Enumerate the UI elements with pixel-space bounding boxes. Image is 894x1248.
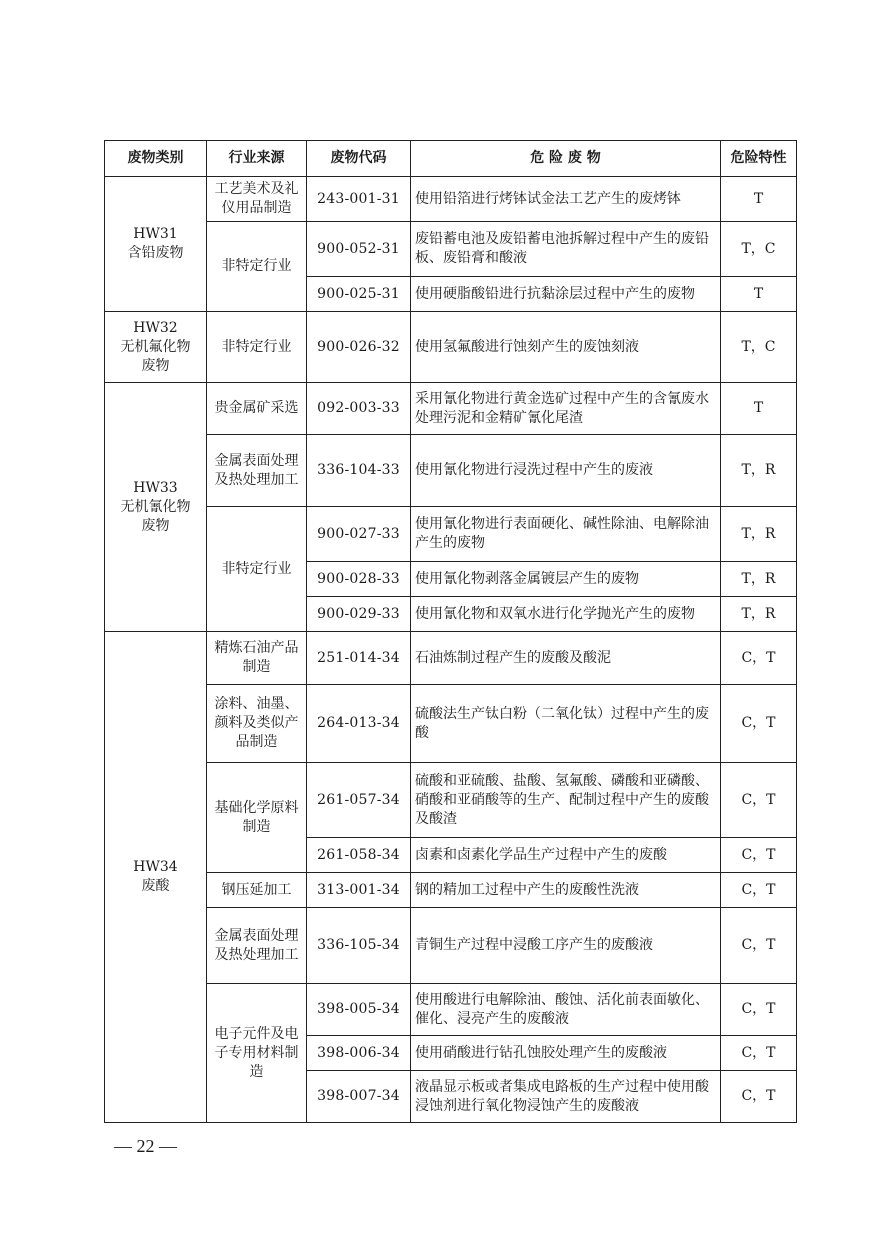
header-code: 废物代码 — [307, 141, 411, 177]
waste-cell: 使用硬脂酸铅进行抗黏涂层过程中产生的废物 — [411, 277, 721, 312]
waste-cell: 石油炼制过程产生的废酸及酸泥 — [411, 632, 721, 685]
waste-cell: 液晶显示板或者集成电路板的生产过程中使用酸浸蚀剂进行氧化物浸蚀产生的废酸液 — [411, 1071, 721, 1123]
table-row — [105, 435, 797, 507]
waste-cell: 使用氰化物进行表面硬化、碱性除油、电解除油产生的废物 — [411, 507, 721, 562]
waste-cell: 使用氰化物进行浸洗过程中产生的废液 — [411, 435, 721, 507]
property-cell: C，T — [721, 763, 797, 838]
property-cell: T，R — [721, 435, 797, 507]
code-cell: 900-027-33 — [307, 507, 411, 562]
code-cell: 900-025-31 — [307, 277, 411, 312]
category-cell: HW31 含铅废物 — [105, 177, 207, 312]
source-cell: 非特定行业 — [207, 312, 307, 383]
waste-cell: 硫酸和亚硫酸、盐酸、氢氟酸、磷酸和亚磷酸、硝酸和亚硝酸等的生产、配制过程中产生的废酸及酸渣 — [411, 763, 721, 838]
waste-cell: 采用氰化物进行黄金选矿过程中产生的含氰废水处理污泥和金精矿氰化尾渣 — [411, 383, 721, 435]
property-cell: T — [721, 383, 797, 435]
property-cell: T，R — [721, 507, 797, 562]
property-cell: T，C — [721, 312, 797, 383]
property-cell: T，C — [721, 222, 797, 277]
source-cell: 非特定行业 — [207, 507, 307, 632]
waste-cell: 钢的精加工过程中产生的废酸性洗液 — [411, 873, 721, 908]
header-source: 行业来源 — [207, 141, 307, 177]
code-cell: 398-007-34 — [307, 1071, 411, 1123]
code-cell: 900-026-32 — [307, 312, 411, 383]
property-cell: C，T — [721, 908, 797, 984]
table-row — [105, 177, 797, 222]
category-cell: HW32 无机氟化物 废物 — [105, 312, 207, 383]
code-cell: 243-001-31 — [307, 177, 411, 222]
property-cell: T，R — [721, 562, 797, 597]
table-row — [105, 383, 797, 435]
waste-cell: 卤素和卤素化学品生产过程中产生的废酸 — [411, 838, 721, 873]
table-header-row — [105, 141, 797, 177]
code-cell: 336-105-34 — [307, 908, 411, 984]
property-cell: C，T — [721, 685, 797, 763]
waste-cell: 使用铅箔进行烤钵试金法工艺产生的废烤钵 — [411, 177, 721, 222]
property-cell: C，T — [721, 984, 797, 1036]
table-row — [105, 685, 797, 763]
table-row — [105, 507, 797, 562]
property-cell: T，R — [721, 597, 797, 632]
header-category: 废物类别 — [105, 141, 207, 177]
waste-cell: 废铅蓄电池及废铅蓄电池拆解过程中产生的废铅板、废铅膏和酸液 — [411, 222, 721, 277]
property-cell: T — [721, 177, 797, 222]
table-row — [105, 632, 797, 685]
code-cell: 900-028-33 — [307, 562, 411, 597]
source-cell: 工艺美术及礼仪用品制造 — [207, 177, 307, 222]
source-cell: 基础化学原料制造 — [207, 763, 307, 873]
code-cell: 264-013-34 — [307, 685, 411, 763]
property-cell: C，T — [721, 1036, 797, 1071]
table-row — [105, 908, 797, 984]
code-cell: 398-005-34 — [307, 984, 411, 1036]
waste-cell: 青铜生产过程中浸酸工序产生的废酸液 — [411, 908, 721, 984]
table-row — [105, 312, 797, 383]
source-cell: 贵金属矿采选 — [207, 383, 307, 435]
code-cell: 398-006-34 — [307, 1036, 411, 1071]
waste-cell: 使用酸进行电解除油、酸蚀、活化前表面敏化、催化、浸亮产生的废酸液 — [411, 984, 721, 1036]
property-cell: C，T — [721, 632, 797, 685]
waste-cell: 使用氰化物和双氧水进行化学抛光产生的废物 — [411, 597, 721, 632]
property-cell: C，T — [721, 1071, 797, 1123]
source-cell: 钢压延加工 — [207, 873, 307, 908]
code-cell: 900-052-31 — [307, 222, 411, 277]
code-cell: 900-029-33 — [307, 597, 411, 632]
table-row — [105, 984, 797, 1036]
waste-cell: 使用硝酸进行钻孔蚀胶处理产生的废酸液 — [411, 1036, 721, 1071]
source-cell: 金属表面处理及热处理加工 — [207, 908, 307, 984]
waste-cell: 硫酸法生产钛白粉（二氧化钛）过程中产生的废酸 — [411, 685, 721, 763]
code-cell: 261-058-34 — [307, 838, 411, 873]
code-cell: 313-001-34 — [307, 873, 411, 908]
code-cell: 336-104-33 — [307, 435, 411, 507]
code-cell: 092-003-33 — [307, 383, 411, 435]
header-waste: 危 险 废 物 — [411, 141, 721, 177]
source-cell: 非特定行业 — [207, 222, 307, 312]
category-cell: HW34 废酸 — [105, 632, 207, 1123]
property-cell: C，T — [721, 873, 797, 908]
waste-cell: 使用氰化物剥落金属镀层产生的废物 — [411, 562, 721, 597]
code-cell: 261-057-34 — [307, 763, 411, 838]
header-property: 危险特性 — [721, 141, 797, 177]
code-cell: 251-014-34 — [307, 632, 411, 685]
property-cell: T — [721, 277, 797, 312]
source-cell: 电子元件及电子专用材料制造 — [207, 984, 307, 1123]
source-cell: 金属表面处理及热处理加工 — [207, 435, 307, 507]
waste-cell: 使用氢氟酸进行蚀刻产生的废蚀刻液 — [411, 312, 721, 383]
source-cell: 精炼石油产品制造 — [207, 632, 307, 685]
source-cell: 涂料、油墨、颜料及类似产品制造 — [207, 685, 307, 763]
table-row — [105, 763, 797, 838]
property-cell: C，T — [721, 838, 797, 873]
table-row — [105, 222, 797, 277]
page-number: — 22 — — [114, 1136, 177, 1156]
table-row — [105, 873, 797, 908]
hazardous-waste-table — [104, 140, 797, 1123]
category-cell: HW33 无机氰化物 废物 — [105, 383, 207, 632]
